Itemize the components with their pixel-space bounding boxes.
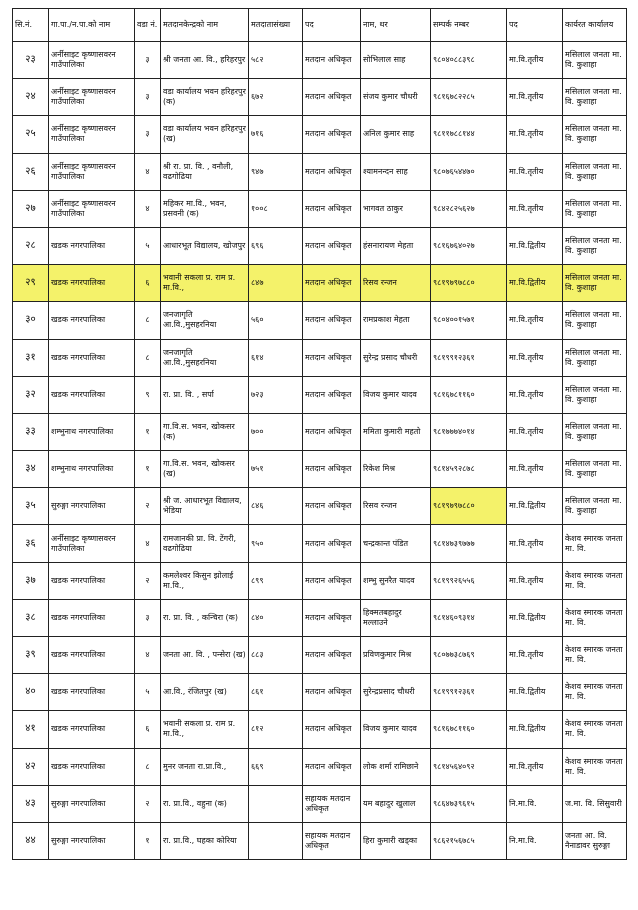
palika-cell: अर्नीसाइट कृष्णासवरन गाउँपालिका: [49, 153, 135, 190]
polling-center-cell: भवानी सकला प्र. राम प्र. मा.वि.,: [161, 265, 249, 302]
post-cell: मतदान अधिकृत: [303, 376, 361, 413]
post-cell: मतदान अधिकृत: [303, 42, 361, 79]
palika-cell: खडक नगरपालिका: [49, 339, 135, 376]
palika-cell: शम्भुनाथ नगरपालिका: [49, 451, 135, 488]
ward-cell: ४: [135, 525, 161, 562]
phone-cell: ९८१९९१२३६१: [431, 674, 507, 711]
post-cell: मतदान अधिकृत: [303, 488, 361, 525]
ward-cell: ३: [135, 42, 161, 79]
palika-cell: अर्नीसाइट कृष्णासवरन गाउँपालिका: [49, 116, 135, 153]
level-cell: मा.वि.तृतीय: [507, 525, 563, 562]
voter-count-cell: ८४७: [249, 265, 303, 302]
polling-center-cell: गा.वि.स. भवन, खोकसर (क): [161, 413, 249, 450]
header-cell: कार्यरत कार्यालय: [563, 9, 627, 42]
palika-cell: सुरुङ्गा नगरपालिका: [49, 488, 135, 525]
ward-cell: ६: [135, 711, 161, 748]
level-cell: मा.वि.तृतीय: [507, 302, 563, 339]
phone-cell: ९८०७७३८७६९: [431, 637, 507, 674]
officer-name-cell: रिकेश मिश्र: [361, 451, 431, 488]
ward-cell: ३: [135, 79, 161, 116]
office-cell: मसिलाल जनता मा. वि. कुशाहा: [563, 190, 627, 227]
ward-cell: ६: [135, 265, 161, 302]
phone-cell: ९८१६७८२२८५: [431, 79, 507, 116]
office-cell: मसिलाल जनता मा. वि. कुशाहा: [563, 339, 627, 376]
serial-number-cell: ४३: [13, 785, 49, 822]
serial-number-cell: ४१: [13, 711, 49, 748]
level-cell: मा.वि.तृतीय: [507, 153, 563, 190]
voter-count-cell: ६७२: [249, 79, 303, 116]
palika-cell: खडक नगरपालिका: [49, 302, 135, 339]
header-cell: गा.पा./न.पा.को नाम: [49, 9, 135, 42]
serial-number-cell: २४: [13, 79, 49, 116]
polling-center-cell: गा.वि.स. भवन, खोकसर (ख): [161, 451, 249, 488]
polling-center-cell: आ.वि., रंजितपुर (ख): [161, 674, 249, 711]
palika-cell: खडक नगरपालिका: [49, 748, 135, 785]
phone-cell: ९८१४६०९३१४: [431, 599, 507, 636]
voter-count-cell: ७५१: [249, 451, 303, 488]
table-row: [13, 227, 627, 264]
ward-cell: २: [135, 562, 161, 599]
office-cell: केशव स्मारक जनता मा. वि.: [563, 637, 627, 674]
office-cell: मसिलाल जनता मा. वि. कुशाहा: [563, 42, 627, 79]
serial-number-cell: ३३: [13, 413, 49, 450]
post-cell: सहायक मतदान अधिकृत: [303, 822, 361, 859]
phone-cell: ९८१६७६४०२७: [431, 227, 507, 264]
polling-center-cell: वडा कार्यालय भवन हरिहरपुर (क): [161, 79, 249, 116]
level-cell: मा.वि.द्वितीय: [507, 599, 563, 636]
officer-name-cell: सुरेन्द्रप्रसाद चौधरी: [361, 674, 431, 711]
ward-cell: २: [135, 785, 161, 822]
phone-cell: ९८१४५६४०९२: [431, 748, 507, 785]
ward-cell: ५: [135, 227, 161, 264]
office-cell: मसिलाल जनता मा. वि. कुशाहा: [563, 116, 627, 153]
table-row: [13, 190, 627, 227]
phone-cell: ९८१६७८११६०: [431, 711, 507, 748]
officer-name-cell: अनिल कुमार साह: [361, 116, 431, 153]
voter-count-cell: १००८: [249, 190, 303, 227]
table-header-row: [13, 9, 627, 42]
level-cell: मा.वि.तृतीय: [507, 451, 563, 488]
palika-cell: शम्भुनाथ नगरपालिका: [49, 413, 135, 450]
level-cell: मा.वि.तृतीय: [507, 413, 563, 450]
phone-cell: ९८१९९१२३६१: [431, 339, 507, 376]
post-cell: मतदान अधिकृत: [303, 265, 361, 302]
phone-cell: ९८१९७९७८८०: [431, 265, 507, 302]
post-cell: मतदान अधिकृत: [303, 116, 361, 153]
header-cell: मतदानकेन्द्रको नाम: [161, 9, 249, 42]
voter-count-cell: ८४६: [249, 488, 303, 525]
phone-cell: ९८१४५९२८७८: [431, 451, 507, 488]
ward-cell: ८: [135, 339, 161, 376]
header-cell: पद: [507, 9, 563, 42]
ward-cell: १: [135, 822, 161, 859]
table-row: [13, 488, 627, 525]
ward-cell: ४: [135, 190, 161, 227]
header-cell: सि.नं.: [13, 9, 49, 42]
ward-cell: ९: [135, 376, 161, 413]
officer-name-cell: सुरेन्द्र प्रसाद चौधरी: [361, 339, 431, 376]
level-cell: नि.मा.वि.: [507, 822, 563, 859]
serial-number-cell: ३५: [13, 488, 49, 525]
phone-cell: ९८६२१५६७८५: [431, 822, 507, 859]
officer-name-cell: सोभिलाल साह: [361, 42, 431, 79]
level-cell: मा.वि.द्वितीय: [507, 488, 563, 525]
voter-count-cell: ८९९: [249, 562, 303, 599]
table-row: [13, 153, 627, 190]
post-cell: मतदान अधिकृत: [303, 525, 361, 562]
phone-cell: ९८१६७८११६०: [431, 376, 507, 413]
officer-name-cell: संजय कुमार चौधरी: [361, 79, 431, 116]
post-cell: मतदान अधिकृत: [303, 302, 361, 339]
ward-cell: ५: [135, 674, 161, 711]
officer-name-cell: रिसव रन्जन: [361, 265, 431, 302]
palika-cell: अर्नीसाइट कृष्णासवरन गाउँपालिका: [49, 42, 135, 79]
table-row: [13, 451, 627, 488]
ward-cell: ८: [135, 302, 161, 339]
office-cell: केशव स्मारक जनता मा. वि.: [563, 599, 627, 636]
voter-count-cell: ८६१: [249, 674, 303, 711]
officer-name-cell: हंसनारायण मेहता: [361, 227, 431, 264]
serial-number-cell: २५: [13, 116, 49, 153]
office-cell: केशव स्मारक जनता मा. वि.: [563, 674, 627, 711]
phone-cell: ९८४२८२५६२७: [431, 190, 507, 227]
officer-name-cell: प्रविणकुमार मिश्र: [361, 637, 431, 674]
post-cell: मतदान अधिकृत: [303, 674, 361, 711]
serial-number-cell: ३४: [13, 451, 49, 488]
office-cell: केशव स्मारक जनता मा. वि.: [563, 711, 627, 748]
officer-name-cell: चन्द्रकान्त पंडित: [361, 525, 431, 562]
ward-cell: ८: [135, 748, 161, 785]
serial-number-cell: ३२: [13, 376, 49, 413]
palika-cell: खडक नगरपालिका: [49, 674, 135, 711]
palika-cell: अर्नीसाइट कृष्णासवरन गाउँपालिका: [49, 525, 135, 562]
level-cell: मा.वि.तृतीय: [507, 748, 563, 785]
serial-number-cell: ३८: [13, 599, 49, 636]
officer-name-cell: रिसव रन्जन: [361, 488, 431, 525]
palika-cell: खडक नगरपालिका: [49, 637, 135, 674]
voter-count-cell: ९४७: [249, 153, 303, 190]
office-cell: मसिलाल जनता मा. वि. कुशाहा: [563, 376, 627, 413]
officer-name-cell: हिक्मतबहादुर मल्लाउने: [361, 599, 431, 636]
serial-number-cell: २७: [13, 190, 49, 227]
phone-cell: ९८०४०८८३९८: [431, 42, 507, 79]
officer-name-cell: भागवत ठाकुर: [361, 190, 431, 227]
office-cell: मसिलाल जनता मा. वि. कुशाहा: [563, 451, 627, 488]
level-cell: मा.वि.द्वितीय: [507, 711, 563, 748]
table-row: [13, 116, 627, 153]
voter-count-cell: ८४०: [249, 599, 303, 636]
phone-cell: ९८१४७३९७७७: [431, 525, 507, 562]
voter-count-cell: ६६९: [249, 748, 303, 785]
palika-cell: अर्नीसाइट कृष्णासवरन गाउँपालिका: [49, 190, 135, 227]
phone-cell: ९८६४७३९६१५: [431, 785, 507, 822]
polling-center-cell: रा. प्रा. वि. , कन्चिरा (क): [161, 599, 249, 636]
ward-cell: १: [135, 451, 161, 488]
serial-number-cell: ४२: [13, 748, 49, 785]
office-cell: मसिलाल जनता मा. वि. कुशाहा: [563, 153, 627, 190]
serial-number-cell: ४०: [13, 674, 49, 711]
office-cell: केशव स्मारक जनता मा. वि.: [563, 748, 627, 785]
office-cell: मसिलाल जनता मा. वि. कुशाहा: [563, 413, 627, 450]
serial-number-cell: ३०: [13, 302, 49, 339]
palika-cell: खडक नगरपालिका: [49, 562, 135, 599]
ward-cell: ३: [135, 116, 161, 153]
polling-center-cell: वडा कार्यालय भवन हरिहरपुर (ख): [161, 116, 249, 153]
serial-number-cell: ३९: [13, 637, 49, 674]
serial-number-cell: २३: [13, 42, 49, 79]
post-cell: मतदान अधिकृत: [303, 637, 361, 674]
header-cell: पद: [303, 9, 361, 42]
phone-cell: ९८१७७७४०१४: [431, 413, 507, 450]
palika-cell: सुरुङ्गा नगरपालिका: [49, 785, 135, 822]
officer-name-cell: श्यामनन्दन साह: [361, 153, 431, 190]
table-row: [13, 302, 627, 339]
level-cell: मा.वि.द्वितीय: [507, 227, 563, 264]
serial-number-cell: ३१: [13, 339, 49, 376]
officer-name-cell: रामप्रकाश मेहता: [361, 302, 431, 339]
header-cell: सम्पर्क नम्बर: [431, 9, 507, 42]
serial-number-cell: २६: [13, 153, 49, 190]
table-row: [13, 711, 627, 748]
table-row: [13, 748, 627, 785]
post-cell: मतदान अधिकृत: [303, 339, 361, 376]
office-cell: केशव स्मारक जनता मा. वि.: [563, 525, 627, 562]
table-row: [13, 42, 627, 79]
header-cell: मतदातासंख्या: [249, 9, 303, 42]
post-cell: मतदान अधिकृत: [303, 153, 361, 190]
voter-count-cell: ६१४: [249, 339, 303, 376]
table-row: [13, 785, 627, 822]
post-cell: मतदान अधिकृत: [303, 711, 361, 748]
palika-cell: खडक नगरपालिका: [49, 599, 135, 636]
polling-center-cell: श्री रा. प्रा. वि. , वनौली, वढगोढिया: [161, 153, 249, 190]
officer-list-sheet: [12, 8, 626, 902]
office-cell: ज.मा. वि. सिसुवारी: [563, 785, 627, 822]
polling-center-cell: रा. प्रा.वि., घहका कोरिया: [161, 822, 249, 859]
table-row: [13, 339, 627, 376]
polling-center-cell: रा. प्रा. वि. , सर्पा: [161, 376, 249, 413]
voter-count-cell: ७००: [249, 413, 303, 450]
office-cell: मसिलाल जनता मा. वि. कुशाहा: [563, 265, 627, 302]
table-row: [13, 637, 627, 674]
office-cell: मसिलाल जनता मा. वि. कुशाहा: [563, 227, 627, 264]
voter-count-cell: ६९६: [249, 227, 303, 264]
header-cell: नाम, थर: [361, 9, 431, 42]
polling-center-cell: रामजानकी प्रा. वि. टेंगरी, वढगोढिया: [161, 525, 249, 562]
office-cell: मसिलाल जनता मा. वि. कुशाहा: [563, 488, 627, 525]
phone-cell: ९८१९९२६५५६: [431, 562, 507, 599]
officer-name-cell: ममिता कुमारी महतो: [361, 413, 431, 450]
polling-center-cell: जनता आ. वि. , पन्सेरा (ख): [161, 637, 249, 674]
polling-center-cell: श्री ज. आधारभूत विद्यालय, भेडिया: [161, 488, 249, 525]
ward-cell: ३: [135, 599, 161, 636]
ward-cell: १: [135, 413, 161, 450]
ward-cell: ४: [135, 637, 161, 674]
voter-count-cell: ८१२: [249, 711, 303, 748]
serial-number-cell: ३६: [13, 525, 49, 562]
phone-cell: ९८०७६५४४७०: [431, 153, 507, 190]
table-row: [13, 413, 627, 450]
table-row: [13, 562, 627, 599]
voter-count-cell: ७१६: [249, 116, 303, 153]
post-cell: मतदान अधिकृत: [303, 79, 361, 116]
post-cell: मतदान अधिकृत: [303, 413, 361, 450]
table-row: [13, 674, 627, 711]
ward-cell: २: [135, 488, 161, 525]
post-cell: मतदान अधिकृत: [303, 451, 361, 488]
level-cell: मा.वि.तृतीय: [507, 637, 563, 674]
polling-center-cell: कमलेश्वर किसुन झोलाई मा.वि.,: [161, 562, 249, 599]
serial-number-cell: २९: [13, 265, 49, 302]
palika-cell: खडक नगरपालिका: [49, 265, 135, 302]
level-cell: मा.वि.तृतीय: [507, 42, 563, 79]
voter-count-cell: [249, 785, 303, 822]
table-row: [13, 376, 627, 413]
table-row-highlighted: [13, 265, 627, 302]
polling-center-cell: आधारभूत विद्यालय, खोजपुर: [161, 227, 249, 264]
office-cell: जनता आ. वि. नैनाडावर सुरुङ्गा: [563, 822, 627, 859]
phone-cell-highlighted: ९८१९७९७८८०: [431, 488, 507, 525]
serial-number-cell: ४४: [13, 822, 49, 859]
level-cell: मा.वि.द्वितीय: [507, 265, 563, 302]
level-cell: मा.वि.तृतीय: [507, 79, 563, 116]
post-cell: मतदान अधिकृत: [303, 562, 361, 599]
office-cell: मसिलाल जनता मा. वि. कुशाहा: [563, 302, 627, 339]
level-cell: मा.वि.द्वितीय: [507, 674, 563, 711]
table-row: [13, 599, 627, 636]
polling-center-cell: श्री जनता आ. वि., हरिहरपुर: [161, 42, 249, 79]
post-cell: मतदान अधिकृत: [303, 599, 361, 636]
palika-cell: खडक नगरपालिका: [49, 376, 135, 413]
voter-count-cell: ५६०: [249, 302, 303, 339]
polling-center-cell: मुनर जनता रा.प्रा.वि.,: [161, 748, 249, 785]
level-cell: मा.वि.तृतीय: [507, 339, 563, 376]
palika-cell: अर्नीसाइट कृष्णासवरन गाउँपालिका: [49, 79, 135, 116]
level-cell: मा.वि.तृतीय: [507, 376, 563, 413]
post-cell: मतदान अधिकृत: [303, 748, 361, 785]
post-cell: सहायक मतदान अधिकृत: [303, 785, 361, 822]
polling-center-cell: जनजागृति आ.वि.,मुसहरनिया: [161, 302, 249, 339]
office-cell: मसिलाल जनता मा. वि. कुशाहा: [563, 79, 627, 116]
officer-name-cell: शम्भु सुनरैत यादव: [361, 562, 431, 599]
officer-name-cell: हिरा कुमारी खड्का: [361, 822, 431, 859]
level-cell: नि.मा.वि.: [507, 785, 563, 822]
table-row: [13, 79, 627, 116]
ward-cell: ४: [135, 153, 161, 190]
voter-count-cell: ७२३: [249, 376, 303, 413]
officer-name-cell: लोक शर्मा रामिछाने: [361, 748, 431, 785]
officer-name-cell: यम बहादुर खुलाल: [361, 785, 431, 822]
level-cell: मा.वि.तृतीय: [507, 562, 563, 599]
table-row: [13, 822, 627, 859]
polling-center-cell: महिकर मा.वि., भवन, प्रसवनी (क): [161, 190, 249, 227]
palika-cell: खडक नगरपालिका: [49, 711, 135, 748]
polling-center-cell: रा. प्रा.वि., वहुना (क): [161, 785, 249, 822]
officer-name-cell: विजय कुमार यादव: [361, 376, 431, 413]
officer-table: [12, 8, 627, 860]
serial-number-cell: ३७: [13, 562, 49, 599]
serial-number-cell: २८: [13, 227, 49, 264]
office-cell: केशव स्मारक जनता मा. वि.: [563, 562, 627, 599]
post-cell: मतदान अधिकृत: [303, 227, 361, 264]
polling-center-cell: जनजागृति आ.वि.,मुसहरनिया: [161, 339, 249, 376]
level-cell: मा.वि.तृतीय: [507, 116, 563, 153]
table-row: [13, 525, 627, 562]
level-cell: मा.वि.तृतीय: [507, 190, 563, 227]
palika-cell: सुरुङ्गा नगरपालिका: [49, 822, 135, 859]
palika-cell: खडक नगरपालिका: [49, 227, 135, 264]
phone-cell: ९८११७८८१४४: [431, 116, 507, 153]
header-cell: वडा नं.: [135, 9, 161, 42]
phone-cell: ९८०४००१५७१: [431, 302, 507, 339]
voter-count-cell: ९५०: [249, 525, 303, 562]
polling-center-cell: भवानी सकला प्र. राम प्र. मा.वि.,: [161, 711, 249, 748]
voter-count-cell: ८८३: [249, 637, 303, 674]
voter-count-cell: [249, 822, 303, 859]
voter-count-cell: ५८२: [249, 42, 303, 79]
officer-name-cell: विजय कुमार यादव: [361, 711, 431, 748]
post-cell: मतदान अधिकृत: [303, 190, 361, 227]
